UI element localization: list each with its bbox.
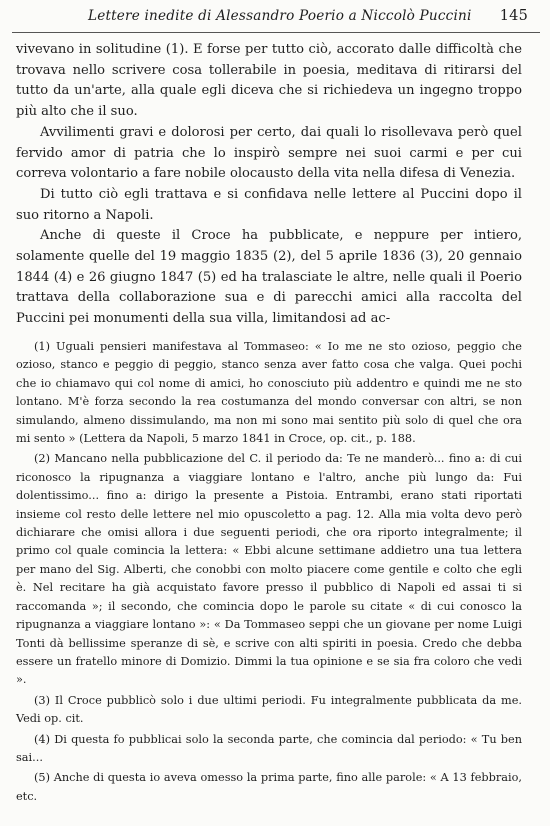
body-paragraph: vivevano in solitudine (1). E forse per tutto ciò, accorato dalle difficoltà che trovava nello scrivere cosa tollerabile in poesia, meditava di ritirarsi del tutto da un'arte, alla quale egli diceva che si richiedeva un ingegno troppo più alto che il suo. xyxy=(16,42,522,120)
footnote: (1) Uguali pensieri manifestava al Tommaseo: « Io me ne sto ozioso, peggio che ozioso, stanco e peggio di peggio, stanco senza aver fatto cosa che valga. Quei pochi che io chiamavo qui col nome di amici, ho conosciuto più addentro e quindi me ne sto lontano. M'è forza secondo la rea costumanza del mondo conversar con altri, se non simulando, almeno dissimulando, ma non mi sono mai sentito più solo di quel che ora mi sento » (Lettera da Napoli, 5 marzo 1841 in Croce, op. cit., p. 188. xyxy=(16,340,522,446)
footnote: (5) Anche di questa io aveva omesso la prima parte, fino alle parole: « A 13 febbraio, etc. xyxy=(16,771,522,803)
body-paragraph: Avvilimenti gravi e dolorosi per certo, dai quali lo risollevava però quel fervido amor di patria che lo inspirò sempre nei suoi carmi e per cui correva volontario a fare nobile olocausto della vita nella difesa di Venezia. xyxy=(16,124,522,182)
running-header xyxy=(88,8,528,30)
running-title: Lettere inedite di Alessandro Poerio a Niccolò Puccini xyxy=(88,8,472,24)
body-paragraph: Anche di queste il Croce ha pubblicate, e neppure per intiero, solamente quelle del 19 maggio 1835 (2), del 5 aprile 1836 (3), 20 gennaio 1844 (4) e 26 giugno 1847 (5) ed ha tralasciate le altre, nelle quali il Poerio trattava della collaborazione sua e di parecchi amici alla raccolta del Puccini pei monumenti della sua villa, limitandosi ad ac- xyxy=(16,228,522,327)
footnotes xyxy=(16,338,522,808)
main-text xyxy=(16,40,522,330)
header-rule xyxy=(12,32,540,33)
body-paragraph: Di tutto ciò egli trattava e si confidava nelle lettere al Puccini dopo il suo ritorno a Napoli. xyxy=(16,186,522,223)
footnote: (4) Di questa fo pubblicai solo la seconda parte, che comincia dal periodo: « Tu ben sai... xyxy=(16,732,522,764)
page-number: 145 xyxy=(499,8,528,24)
footnote: (3) Il Croce pubblicò solo i due ultimi periodi. Fu integralmente pubblicata da me. Vedi op. cit. xyxy=(16,693,522,726)
footnote: (2) Mancano nella pubblicazione del C. il periodo da: Te ne manderò... fino a: di cui riconosco la ripugnanza a viaggiare lontano e l'altro, anche più lungo da: Fui dolentissimo... fino a: dirigo la presente a Pistoia. Entrambi, erano stati riportati insieme col resto delle lettere nel mio opuscoletto a pag. 12. Alla mia volta devo però dichiarare che omisi allora i due seguenti periodi, che ora riporto integralmente; il primo col quale comincia la lettera: « Ebbi alcune settimane addietro una tua lettera per mano del Sig. Alberti, che conobbi con molto piacere come gentile e colto che egli è. Nel recitare ha già acquistato favore presso il pubblico di Napoli ed assai ti si raccomanda »; il secondo, che comincia dopo le parole su citate « di cui conosco la ripugnanza a viaggiare lontano »: « Da Tommaseo seppi che un giovane per nome Luigi Tonti dà bellissime speranze di sè, e scrive con alti spiriti in poesia. Credo che debba essere un fratello minore di Domizio. Dimmi la tua opinione e se sia fra coloro che vedi ». xyxy=(16,452,522,687)
